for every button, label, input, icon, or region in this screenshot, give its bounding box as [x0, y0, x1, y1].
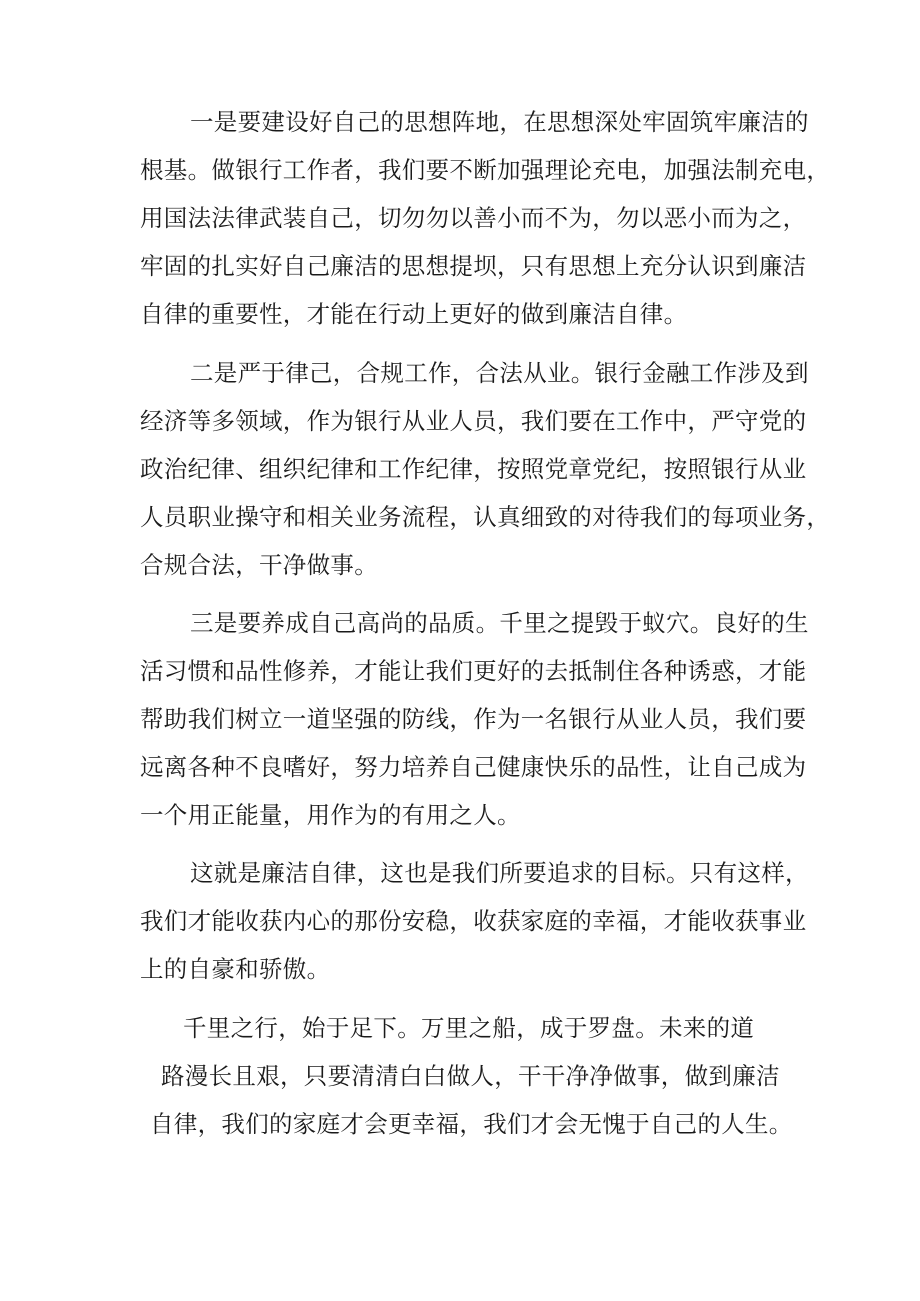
paragraph-line: 我们才能收获内心的那份安稳，收获家庭的幸福，才能收获事业: [140, 907, 807, 935]
paragraph-line: 自律，我们的家庭才会更幸福，我们才会无愧于自己的人生。: [150, 1110, 793, 1138]
paragraph-line: 千里之行，始于足下。万里之船，成于罗盘。未来的道: [183, 1014, 755, 1042]
paragraph-line: 一是要建设好自己的思想阵地，在思想深处牢固筑牢廉洁的: [190, 108, 809, 136]
paragraph-line: 三是要养成自己高尚的品质。千里之提毁于蚁穴。良好的生: [190, 609, 809, 637]
paragraph-line: 路漫长且艰，只要清清白白做人，干干净净做事，做到廉洁: [161, 1062, 780, 1090]
paragraph-line: 人员职业操守和相关业务流程，认真细致的对待我们的每项业务，: [140, 503, 831, 531]
paragraph-line: 牢固的扎实好自己廉洁的思想提坝，只有思想上充分认识到廉洁: [140, 252, 807, 280]
paragraph-line: 根基。做银行工作者，我们要不断加强理论充电，加强法制充电，: [140, 156, 831, 184]
paragraph-line: 远离各种不良嗜好，努力培养自己健康快乐的品性，让自己成为: [140, 753, 807, 781]
paragraph-line: 合规合法，干净做事。: [140, 551, 378, 579]
paragraph-line: 经济等多领域，作为银行从业人员，我们要在工作中，严守党的: [140, 407, 807, 435]
paragraph-line: 政治纪律、组织纪律和工作纪律，按照党章党纪，按照银行从业: [140, 455, 807, 483]
paragraph-line: 活习惯和品性修养，才能让我们更好的去抵制住各种诱惑，才能: [140, 657, 807, 685]
paragraph-line: 一个用正能量，用作为的有用之人。: [140, 801, 521, 829]
paragraph-line: 二是严于律己，合规工作，合法从业。银行金融工作涉及到: [190, 359, 809, 387]
paragraph-line: 帮助我们树立一道坚强的防线，作为一名银行从业人员，我们要: [140, 705, 807, 733]
paragraph-line: 上的自豪和骄傲。: [140, 955, 331, 983]
paragraph-line: 这就是廉洁自律，这也是我们所要追求的目标。只有这样，: [190, 859, 809, 887]
paragraph-line: 自律的重要性，才能在行动上更好的做到廉洁自律。: [140, 300, 688, 328]
paragraph-line: 用国法法律武装自己，切勿勿以善小而不为，勿以恶小而为之，: [140, 204, 807, 232]
